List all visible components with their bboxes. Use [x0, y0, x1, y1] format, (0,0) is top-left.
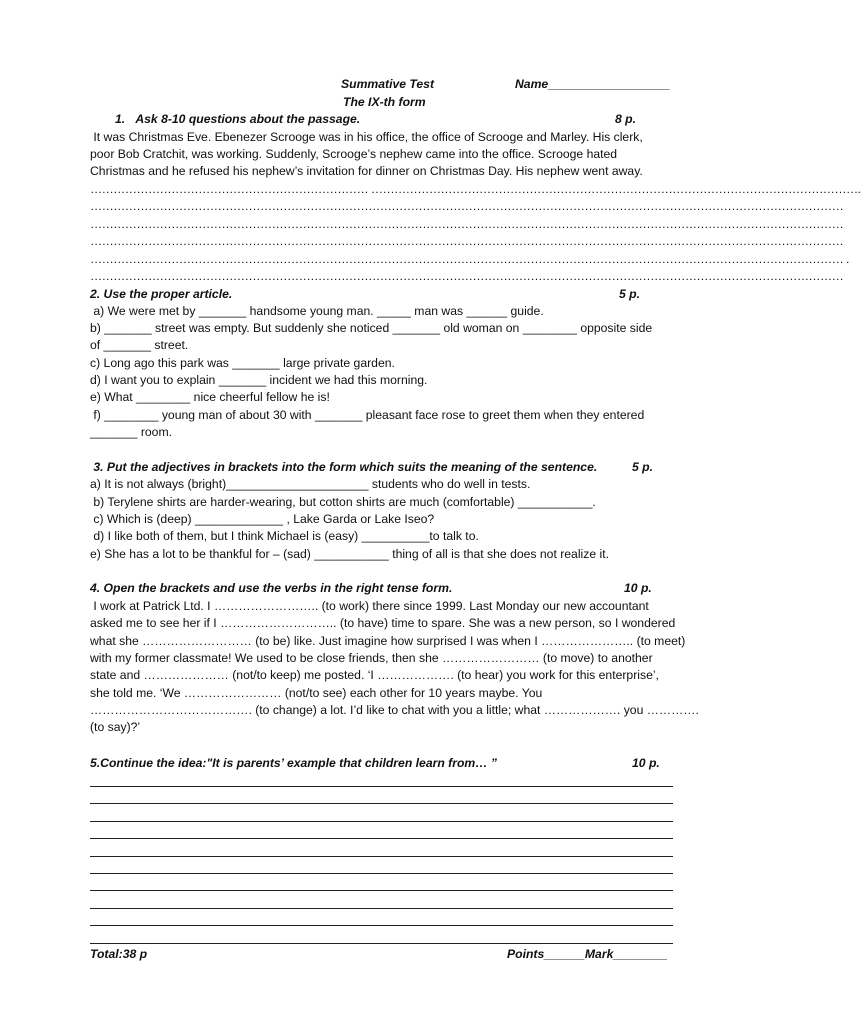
task2-item: d) I want you to explain _______ incident we had this morning.: [90, 373, 428, 387]
task1-answer-line: ……………………………………………………………………………………………………………………………………………………………………………: [90, 199, 844, 213]
task2-item: _______ room.: [90, 425, 172, 439]
task3-points: 5 p.: [632, 460, 653, 474]
task4-text-line: asked me to see her if I ……………………….. (to have) time to spare. She was a new person, so I wondered: [90, 616, 676, 630]
task2-item: c) Long ago this park was _______ large private garden.: [90, 356, 395, 370]
task3-item: e) She has a lot to be thankful for – (sad) ___________ thing of all is that she does not realize it.: [90, 547, 609, 561]
points-mark-field: Points______Mark________: [507, 947, 668, 961]
task4-text-line: …………………………………. (to change) a lot. I’d like to chat with you a little; what ………………. you ………….: [90, 703, 699, 717]
task5-points: 10 p.: [632, 756, 660, 770]
task5-heading: 5.Continue the idea:"It is parents’ example that children learn from… ”: [90, 756, 497, 770]
task1-passage-line: Christmas and he refused his nephew’s invitation for dinner on Christmas Day. His nephew went away.: [90, 164, 643, 178]
task3-item: b) Terylene shirts are harder-wearing, but cotton shirts are much (comfortable) ___________.: [90, 495, 596, 509]
task4-text-line: with my former classmate! We used to be close friends, then she …………………… (to move) to another: [90, 651, 653, 665]
total-points: Total:38 p: [90, 947, 148, 961]
task3-item: a) It is not always (bright)_____________________ students who do well in tests.: [90, 477, 531, 491]
task1-answer-line: ……………………………………………………………………………………………………………………………………………………………………………: [90, 217, 844, 231]
task4-points: 10 p.: [624, 581, 652, 595]
task2-points: 5 p.: [619, 287, 640, 301]
task1-answer-line: …………………………………………………………………………………………………………………………………………………………………………… .: [90, 252, 849, 266]
task2-heading: 2. Use the proper article.: [90, 287, 233, 301]
task5-writing-line: [90, 943, 673, 944]
task1-passage-line: poor Bob Cratchit, was working. Suddenly, Scrooge’s nephew came into the office. Scrooge hated: [90, 147, 618, 161]
task4-text-line: I work at Patrick Ltd. I …………………….. (to work) there since 1999. Last Monday our new accountant: [90, 599, 649, 613]
test-title: Summative Test: [341, 77, 435, 91]
task1-answer-line: ……………………………………………………………… ……………………………………………………………………………………………………………….: [90, 182, 860, 196]
task4-text-line: she told me. ‘We …………………… (not/to see) each other for 10 years maybe. You: [90, 686, 543, 700]
task5-writing-line: [90, 821, 673, 822]
task4-text-line: what she ……………………… (to be) like. Just imagine how surprised I was when I ………………….. (to meet): [90, 634, 686, 648]
name-field-label: Name__________________: [515, 77, 671, 91]
task4-text-line: state and ………………… (not/to keep) me posted. ‘I ………………. (to hear) you work for this enterprise’,: [90, 668, 659, 682]
task2-item: of _______ street.: [90, 338, 189, 352]
task5-writing-line: [90, 856, 673, 857]
task1-answer-line: ……………………………………………………………………………………………………………………………………………………………………………: [90, 269, 844, 283]
task5-writing-line: [90, 838, 673, 839]
task4-text-line: (to say)?’: [90, 720, 141, 734]
task1-answer-line: ……………………………………………………………………………………………………………………………………………………………………………: [90, 234, 844, 248]
task5-writing-line: [90, 925, 673, 926]
task3-heading: 3. Put the adjectives in brackets into the form which suits the meaning of the sentence.: [90, 460, 598, 474]
task1-points: 8 p.: [615, 112, 636, 126]
task1-heading: 1. Ask 8-10 questions about the passage.: [115, 112, 361, 126]
task5-writing-line: [90, 786, 673, 787]
task2-item: a) We were met by _______ handsome young man. _____ man was ______ guide.: [90, 304, 544, 318]
task1-passage-line: It was Christmas Eve. Ebenezer Scrooge was in his office, the office of Scrooge and Marley. His clerk,: [90, 130, 643, 144]
task5-writing-line: [90, 873, 673, 874]
task3-item: c) Which is (deep) _____________ , Lake Garda or Lake Iseo?: [90, 512, 435, 526]
task3-item: d) I like both of them, but I think Michael is (easy) __________to talk to.: [90, 529, 479, 543]
form-label: The IX-th form: [343, 95, 426, 109]
task2-item: f) ________ young man of about 30 with _______ pleasant face rose to greet them when they entered: [90, 408, 645, 422]
task2-item: b) _______ street was empty. But suddenly she noticed _______ old woman on ________ opposite side: [90, 321, 653, 335]
task2-item: e) What ________ nice cheerful fellow he is!: [90, 390, 330, 404]
task5-writing-line: [90, 890, 673, 891]
task5-writing-line: [90, 908, 673, 909]
task5-writing-line: [90, 803, 673, 804]
task4-heading: 4. Open the brackets and use the verbs in the right tense form.: [90, 581, 453, 595]
